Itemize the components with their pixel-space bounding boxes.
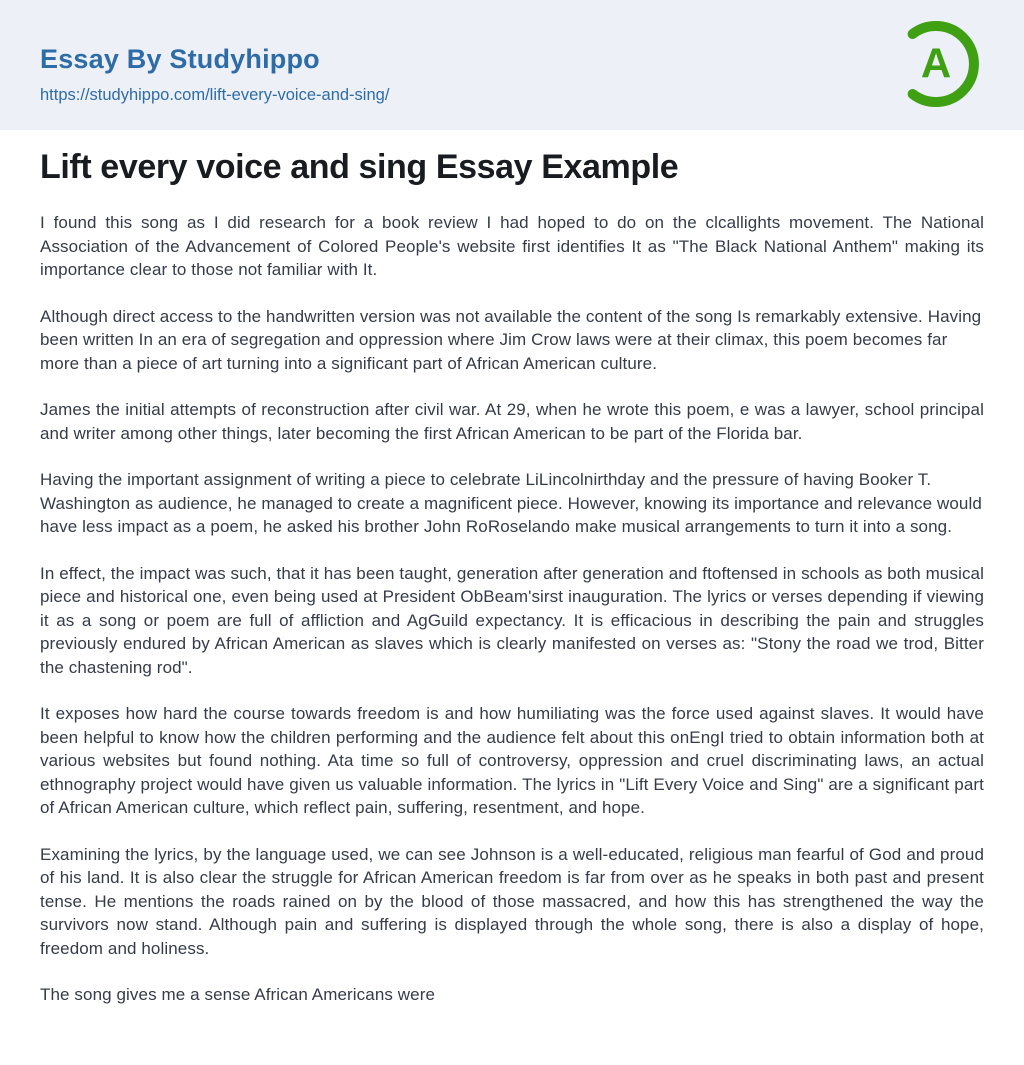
essay-paragraph-8: The song gives me a sense African Americans were xyxy=(40,985,436,1004)
essay-paragraph-4: Having the important assignment of writing a piece to celebrate LiLincolnirthday and the pressure of having Booker T. Washington as audience, he managed to create a magnificent piece. However, knowing its importance and relevance would have less impact as a poem, he asked his brother John RoRoselando make musical arrangements to turn it into a song. xyxy=(40,470,982,536)
essay-title: Lift every voice and sing Essay Example xyxy=(40,148,679,186)
page-header xyxy=(0,0,1024,130)
essay-paragraph-2: Although direct access to the handwritten version was not available the content of the song Is remarkably extensive. Having been written In an era of segregation and oppression where Jim Crow laws were at their climax, this poem becomes far more than a piece of art turning into a significant part of African American culture. xyxy=(40,306,982,373)
studyhippo-logo-icon xyxy=(888,16,984,112)
essay-paragraph-5: In effect, the impact was such, that it has been taught, generation after generation and ftoftensed in schools as both musical piece and historical one, even being used at President ObBeam'sirst inauguration. The lyrics or verses depending if viewing it as a song or poem are full of affliction and AgGuild expectancy. It is efficacious in describing the pain and struggles previously endured by African American as slaves which is clearly manifested on verses as: "Stony the road we trod, Bitter the chastening rod". xyxy=(40,563,984,677)
essay-paragraph-3: James the initial attempts of reconstruction after civil war. At 29, when he wrote this poem, e was a lawyer, school principal and writer among other things, later becoming the first African American to be part of the Florida bar. xyxy=(40,400,984,443)
essay-body xyxy=(0,147,1024,1007)
logo-letter: A xyxy=(920,39,952,87)
essay-paragraph-6: It exposes how hard the course towards freedom is and how humiliating was the force used against slaves. It would have been helpful to know how the children performing and the audience felt about this onEngI tried to obtain information both at various websites but found nothing. Ata time so full of controversy, oppression and cruel discriminating laws, an actual ethnography project would have given us valuable information. The lyrics in "Lift Every Voice and Sing" are a significant part of African American culture, which reflect pain, suffering, resentment, and hope. xyxy=(40,704,984,817)
studyhippo-logo xyxy=(888,16,984,117)
header-text-block xyxy=(40,0,389,105)
site-title: Essay By Studyhippo xyxy=(40,44,320,74)
essay-paragraph-1: I found this song as I did research for a book review I had hoped to do on the clcallights movement. The National Association of the Advancement of Colored People's website first identifies It as "The Black National Anthem" making its importance clear to those not familiar with It. xyxy=(40,213,984,279)
essay-url-link[interactable]: https://studyhippo.com/lift-every-voice-and-sing/ xyxy=(40,86,390,104)
essay-paragraph-7: Examining the lyrics, by the language used, we can see Johnson is a well-educated, religious man fearful of God and proud of his land. It is also clear the struggle for African American freedom is far from over as he speaks in both past and present tense. He mentions the roads rained on by the blood of those massacred, and how this has strengthened the way the survivors now stand. Although pain and suffering is displayed through the whole song, there is also a display of hope, freedom and holiness. xyxy=(40,844,984,958)
